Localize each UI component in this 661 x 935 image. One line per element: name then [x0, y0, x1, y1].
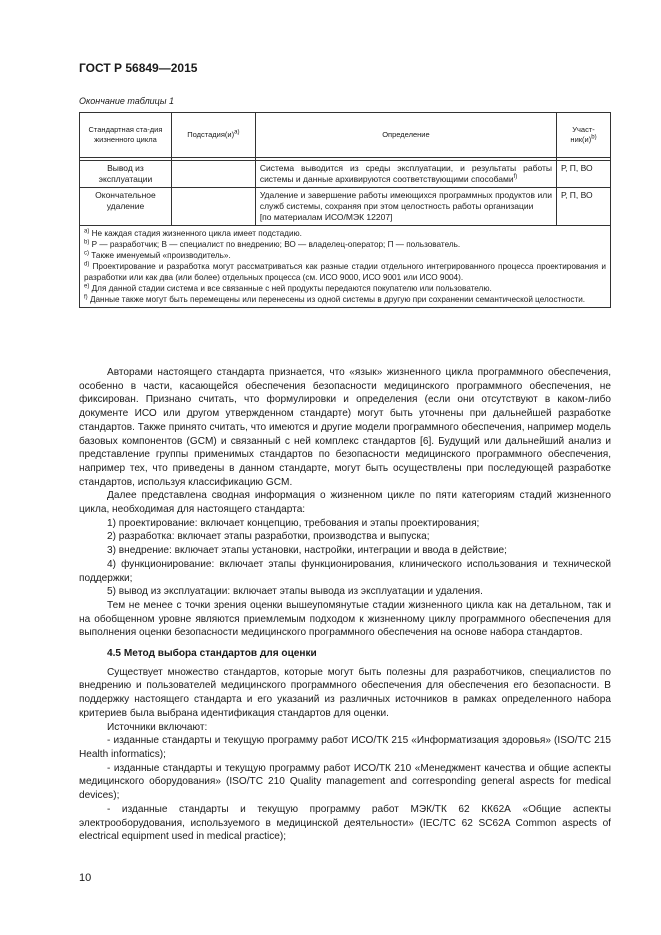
row-substage	[171, 188, 255, 226]
table-note: $^{a)}$ Не каждая стадия жизненного цикла имеет подстадию.	[84, 228, 302, 238]
list-item: 5) вывод из эксплуатации: включает этапы вывода из эксплуатации и удаления.	[107, 586, 483, 598]
page-header: ГОСТ Р 56849—2015	[79, 61, 198, 75]
lifecycle-table	[79, 112, 611, 308]
table-header-row	[80, 113, 611, 158]
list-item: 1) проектирование: включает концепцию, требования и этапы проектирования;	[107, 517, 480, 529]
paragraph: Существует множество стандартов, которые могут быть полезны для разработчиков, специалистов по внедрению и пользователей медицинского программного обеспечения для обеспечения его безопасности. В поддержку настоящего стандарта и его указаний из различных источников в рамках определенного набора критериев была выбрана идентификация стандартов для оценки.	[79, 666, 611, 719]
list-item: 3) внедрение: включает этапы установки, настройки, интеграции и ввода в действие;	[107, 545, 507, 557]
header-definition: Определение	[255, 113, 556, 158]
row-stage: Окончательное удаление	[80, 188, 172, 226]
row-participants: Р, П, ВО	[557, 188, 611, 226]
row-definition: Удаление и завершение работы имеющихся программных продуктов или служб системы, сохраняя при этом целостность работы организации [по материалам ИСО/МЭК 12207]	[255, 188, 556, 226]
table-note: $^{f)}$ Данные также могут быть перемещены или перенесены из одной системы в другую при сохранении семантической целостности.	[84, 294, 586, 304]
section-title: 4.5 Метод выбора стандартов для оценки	[107, 648, 317, 660]
header-participants: Участ-$ник(и)^{b)}$	[557, 113, 611, 158]
table-row	[80, 188, 611, 226]
list-item: - изданные стандарты и текущую программу работ ИСО/ТК 215 «Информатизация здоровья» (ISO/TC 215 Health informatics);	[79, 735, 611, 760]
row-definition: Система выводится из среды эксплуатации, и результаты работы системы и данные архивируются соответствующими способами$^{f)}$	[255, 161, 556, 188]
header-stage: Стандартная ста-дия жизненного цикла	[80, 113, 172, 158]
table-note: $^{b)}$ Р — разработчик; В — специалист по внедрению; ВО — владелец-оператор; П — пользователь.	[84, 239, 461, 249]
row-substage	[171, 161, 255, 188]
table-note: $^{e)}$ Для данной стадии система и все связанные с ней продукты передаются покупателю или пользователю.	[84, 283, 492, 293]
table-caption: Окончание таблицы 1	[79, 96, 174, 106]
list-item: - изданные стандарты и текущую программу работ МЭК/ТК 62 КК62А «Общие аспекты электрооборудования, используемого в медицинской деятельности» (IEC/TC 62 SC62A Common aspects of electrical equipment used in medical practice);	[79, 803, 611, 843]
row-participants: Р, П, ВО	[557, 161, 611, 188]
paragraph: Авторами настоящего стандарта признается, что «язык» жизненного цикла программного обеспечения, особенно в части, касающейся обеспечения безопасности медицинского программного обеспечения, не фиксирован. Признано считать, что формулировки и определения (если они отсутствуют в каком-либо документе ИСО или другом утвержденном стандарте) могут быть уточнены при дальнейшей разработке стандартов. Также принято считать, что имеются и другие модели программного обеспечения, например модель базовых компонентов (GCM) и связанный с ней комплекс стандартов [6]. Будущий или дальнейший анализ и представление группы применимых стандартов по безопасности медицинского программного обеспечения, например тех, что приведены в данном стандарте, могут быть осуществлены при последующей разработке стандартов, используя классификацию GCM.	[79, 367, 611, 488]
header-substage: $Подстадия(и)^{a)}$	[171, 113, 255, 158]
list-item: 4) функционирование: включает этапы функционирования, клинического использования и технической поддержки;	[79, 558, 611, 584]
row-stage: Вывод из эксплуатации	[80, 161, 172, 188]
paragraph: Далее представлена сводная информация о жизненном цикле по пяти категориям стадий жизненного цикла, необходимая для настоящего стандарта:	[79, 490, 611, 516]
list-item: 2) разработка: включает этапы разработки, производства и выпуска;	[107, 531, 430, 543]
table-note: $^{c)}$ Также именуемый «производитель».	[84, 250, 231, 260]
paragraph: Тем не менее с точки зрения оценки вышеупомянутые стадии жизненного цикла как на детальном, так и на обобщенном уровне являются приемлемым подходом к жизненному циклу программного обеспечения для выполнения оценки безопасности медицинского программного обеспечения на основе набора стандартов.	[79, 599, 611, 639]
page-number: 10	[79, 872, 92, 884]
paragraph: Источники включают:	[107, 721, 208, 733]
body-text	[79, 366, 611, 844]
table-note: $^{d)}$ Проектирование и разработка могут рассматриваться как разные стадии отдельного интегрированного процесса проектирования и разработки или как два (или более) отдельных процесса (см. ИСО 9000, ИСО 9001 или ИСО 9004).	[84, 261, 606, 282]
table-notes-row	[80, 226, 611, 308]
table-notes	[80, 226, 611, 308]
list-item: - изданные стандарты и текущую программу работ ИСО/ТК 210 «Менеджмент качества и общие аспекты медицинского оборудования» (ISO/TC 210 Quality management and corresponding general aspects for medical devices);	[79, 762, 611, 802]
table-row	[80, 161, 611, 188]
